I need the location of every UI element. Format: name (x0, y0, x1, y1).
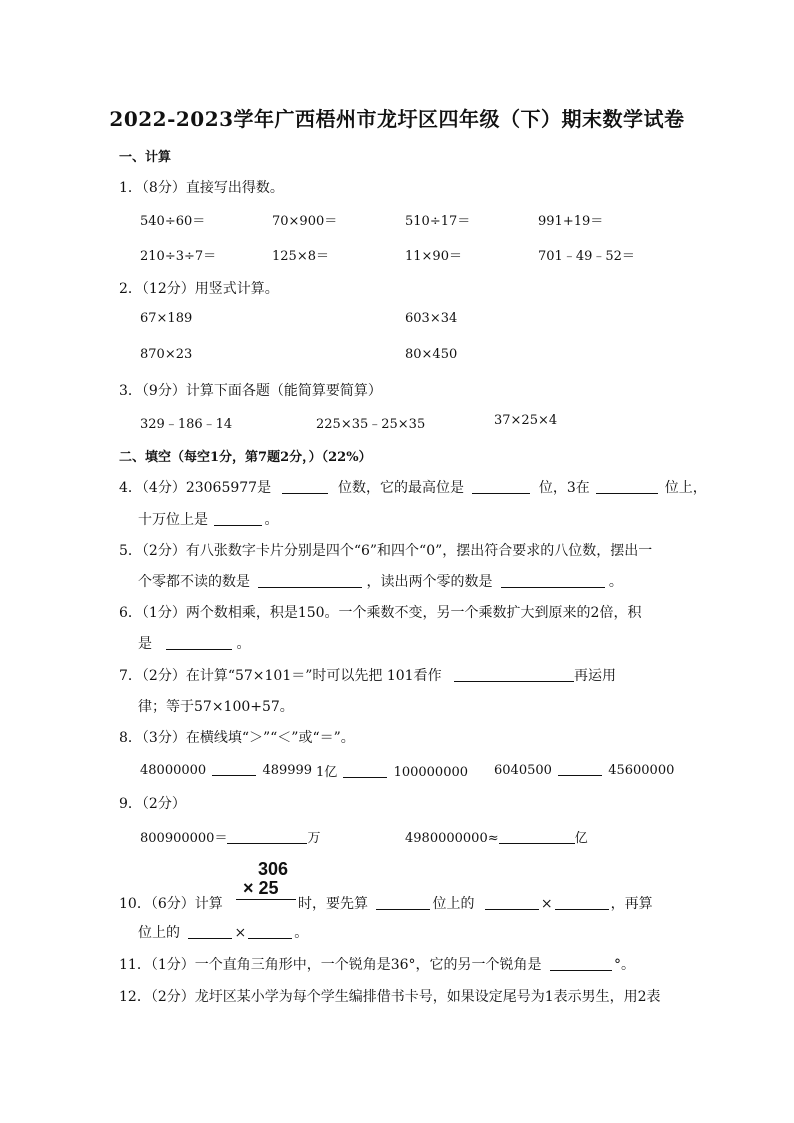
q10-text: 位上的 (138, 925, 180, 941)
q5-text: 个零都不读的数是 (138, 574, 250, 590)
question-6: 6．（1分）两个数相乘，积是150。一个乘数不变，另一个乘数扩大到原来的2倍，积 (119, 605, 642, 621)
q7-text: 再运用 (574, 668, 617, 684)
q2-item: 67×189 (140, 311, 193, 326)
q6-text: 。 (236, 636, 251, 652)
answer-blank[interactable] (550, 956, 612, 971)
answer-blank[interactable] (248, 924, 292, 939)
page-title: 2022-2023学年广西梧州市龙圩区四年级（下）期末数学试卷 (109, 107, 685, 131)
answer-blank[interactable] (499, 829, 575, 844)
answer-blank[interactable] (555, 895, 609, 910)
q9-text: 4980000000≈ (405, 831, 499, 846)
q8-compare-item (316, 761, 468, 780)
answer-blank[interactable] (343, 763, 387, 778)
q1-item: 210÷3÷7＝ (140, 249, 217, 264)
answer-blank[interactable] (188, 924, 232, 939)
q8-right: 100000000 (393, 765, 469, 780)
q2-item: 870×23 (140, 347, 193, 362)
q5-text: ，读出两个零的数是 (366, 574, 493, 590)
q2-item: 80×450 (405, 347, 458, 362)
q3-item: 329﹣186﹣14 (140, 417, 233, 432)
answer-blank[interactable] (558, 761, 602, 776)
q10-text: × (234, 925, 247, 941)
q9-text: 亿 (574, 831, 588, 846)
q7-text: 7．（2分）在计算“57×101＝”时可以先把 101看作 (119, 668, 442, 684)
answer-blank[interactable] (472, 479, 530, 494)
q1-item: 991+19＝ (538, 214, 604, 229)
question-7 (119, 665, 616, 685)
answer-blank[interactable] (214, 511, 262, 526)
q8-left: 6040500 (494, 763, 552, 778)
q8-right: 489999 (262, 763, 313, 778)
q4-text: 十万位上是 (138, 512, 208, 528)
q1-item: 125×8＝ (272, 249, 329, 264)
answer-blank[interactable] (485, 895, 539, 910)
question-1-label: 1．（8分）直接写出得数。 (119, 180, 284, 196)
q10-multiplier: × 25 (243, 878, 279, 898)
question-10-line2 (138, 922, 308, 942)
question-6-line2 (138, 633, 250, 653)
q11-text: °。 (614, 957, 635, 973)
answer-blank[interactable] (376, 895, 430, 910)
q4-text: 位数，它的最高位是 (337, 480, 464, 496)
question-5: 5．（2分）有八张数字卡片分别是四个“6”和四个“0”，摆出符合要求的八位数，摆出一 (119, 543, 653, 559)
answer-blank[interactable] (596, 479, 658, 494)
section-heading-fill: 二、填空（每空1分，第7题2分，）（22%） (119, 450, 372, 465)
q10-text: 时，要先算 (298, 896, 368, 912)
question-4 (119, 477, 707, 497)
q4-text: 位，3在 (538, 480, 590, 496)
question-12: 12．（2分）龙圩区某小学为每个学生编排借书卡号，如果设定尾号为1表示男生，用2表 (119, 989, 661, 1005)
answer-blank[interactable] (501, 573, 605, 588)
q6-text: 是 (138, 636, 152, 652)
q3-item: 37×25×4 (494, 413, 558, 428)
q11-text: 11．（1分）一个直角三角形中，一个锐角是36°，它的另一个锐角是 (119, 957, 542, 973)
q10-multiplicand: 306 (258, 859, 289, 879)
answer-blank[interactable] (454, 667, 574, 682)
q10-text: ，再算 (610, 896, 653, 912)
q2-item: 603×34 (405, 311, 458, 326)
q9-text: 800900000＝ (140, 831, 228, 846)
q8-right: 45600000 (608, 763, 675, 778)
answer-blank[interactable] (227, 829, 307, 844)
question-11 (119, 954, 635, 974)
q8-left: 48000000 (140, 763, 207, 778)
q10-text: × (540, 896, 553, 912)
question-2-label: 2．（12分）用竖式计算。 (119, 281, 279, 297)
q4-text: 。 (264, 512, 279, 528)
q1-item: 70×900＝ (272, 214, 338, 229)
section-heading-calc: 一、计算 (119, 150, 172, 165)
q8-left: 1亿 (316, 765, 338, 780)
q1-item: 510÷17＝ (405, 214, 471, 229)
question-8-label: 8．（3分）在横线填“＞”“＜”或“＝”。 (119, 730, 355, 746)
question-3-label: 3．（9分）计算下面各题（能简算要简算） (119, 383, 382, 399)
q9-text: 万 (307, 831, 321, 846)
question-5-line2 (138, 571, 623, 591)
q10-text: 。 (294, 925, 309, 941)
q1-item: 701﹣49﹣52＝ (538, 249, 635, 264)
question-9-label: 9．（2分） (119, 796, 186, 812)
q1-item: 11×90＝ (405, 249, 462, 264)
q8-compare-item (494, 761, 674, 778)
q5-text: 。 (608, 574, 623, 590)
answer-blank[interactable] (258, 573, 362, 588)
q9-item (140, 827, 320, 846)
question-4-line2 (138, 509, 278, 529)
question-10-cont (298, 893, 653, 913)
answer-blank[interactable] (212, 761, 256, 776)
q10-vertical-line (236, 899, 296, 900)
question-10: 10．（6分）计算 (119, 896, 223, 912)
q8-compare-item (140, 761, 312, 778)
q3-item: 225×35﹣25×35 (316, 417, 426, 432)
answer-blank[interactable] (166, 635, 232, 650)
q4-text: 位上， (664, 480, 707, 496)
q1-item: 540÷60＝ (140, 214, 206, 229)
q4-text: 4．（4分）23065977是 (119, 480, 272, 496)
answer-blank[interactable] (282, 479, 328, 494)
q10-text: 位上的 (432, 896, 475, 912)
q9-item (405, 827, 588, 846)
question-7-line2: 律；等于57×100+57。 (138, 699, 294, 715)
